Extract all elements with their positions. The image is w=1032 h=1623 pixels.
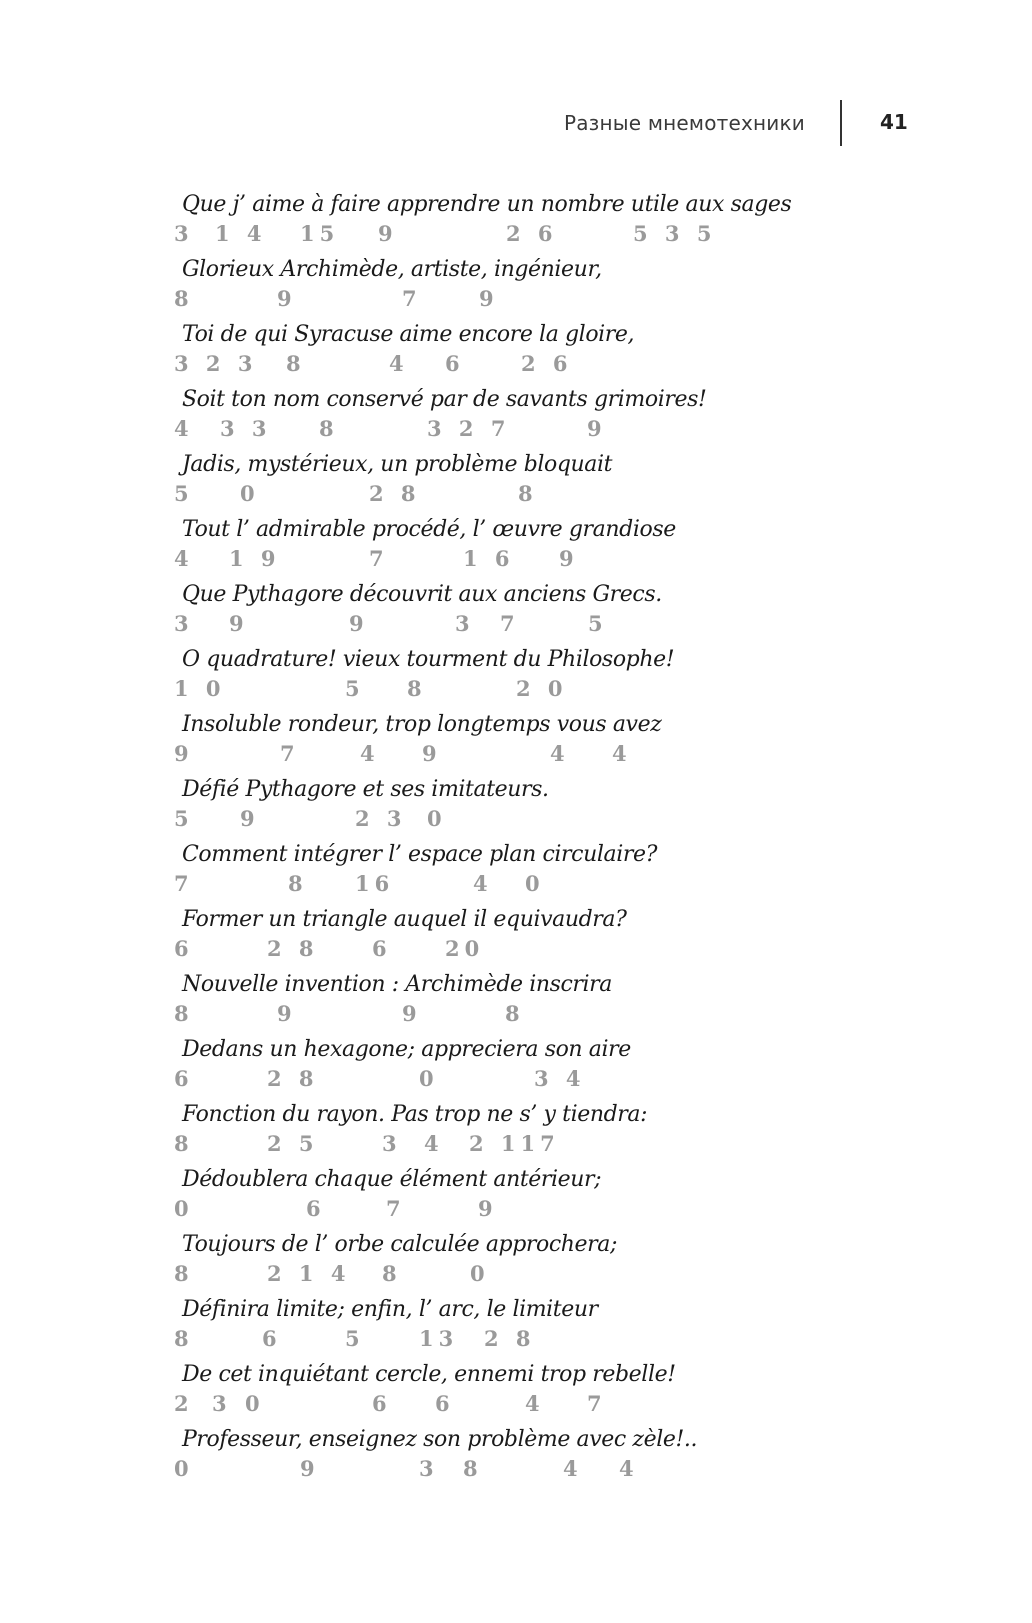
digit-group: 4 [424,1131,444,1156]
digit-group: 4 [619,1456,639,1481]
digit-group: 6 [306,1196,326,1221]
digit-group: 2 117 [469,1131,560,1156]
digit-group: 4 [473,871,493,896]
digit-group: 9 [277,286,297,311]
poem-line: Dédoublera chaque élément antérieur; [182,1167,602,1192]
digit-group: 9 [559,546,579,571]
poem-line: Toujours de l’ orbe calculée approchera; [182,1232,618,1257]
digit-group: 9 [300,1456,320,1481]
digit-row [174,285,902,320]
poem-line: Tout l’ admirable procédé, l’ œuvre grandiose [182,517,676,542]
digit-group: 2 8 [267,936,319,961]
digit-group: 6 [445,351,465,376]
digit-row [174,935,902,970]
running-header-title: Разные мнемотехники [563,111,805,135]
digit-group: 7 [280,741,300,766]
digit-group: 0 [245,1391,265,1416]
digit-group: 2 8 [369,481,421,506]
digit-group: 8 [174,286,194,311]
digit-row [174,1130,902,1165]
digit-row [174,1390,902,1425]
digit-group: 2 6 [506,221,558,246]
digit-group: 9 [402,1001,422,1026]
digit-group: 0 [174,1456,194,1481]
digit-row [174,415,902,450]
digit-group: 0 [525,871,545,896]
digit-group: 4 [174,416,194,441]
digit-group: 8 [407,676,427,701]
digit-group: 7 [402,286,422,311]
digit-group: 20 [445,936,485,961]
digit-group: 2 1 4 [267,1261,351,1286]
digit-group: 9 [229,611,249,636]
digit-group: 6 [435,1391,455,1416]
digit-group: 9 [587,416,607,441]
digit-group: 1 9 [229,546,281,571]
digit-group: 8 [174,1326,194,1351]
digit-group: 8 [382,1261,402,1286]
digit-row [174,545,902,580]
digit-group: 3 2 3 [174,351,258,376]
digit-group: 6 [174,936,194,961]
digit-group: 9 [349,611,369,636]
digit-group: 3 [419,1456,439,1481]
digit-group: 8 [463,1456,483,1481]
poem-line: Toi de qui Syracuse aime encore la gloire, [182,322,635,347]
digit-group: 8 [288,871,308,896]
poem-line: Dedans un hexagone; appreciera son aire [182,1037,631,1062]
digit-group: 1 0 [174,676,226,701]
digit-group: 0 [419,1066,439,1091]
digit-row [174,1260,902,1295]
poem-line: Que j’ aime à faire apprendre un nombre utile aux sages [182,192,792,217]
digit-row [174,610,902,645]
poem-line: Professeur, enseignez son problème avec zèle!.. [182,1427,698,1452]
poem-line: Que Pythagore découvrit aux anciens Grecs. [182,582,662,607]
digit-group: 5 [174,806,194,831]
poem-line: Insoluble rondeur, trop longtemps vous avez [182,712,662,737]
digit-row [174,1000,902,1035]
digit-row [174,1325,902,1360]
poem-line: Soit ton nom conservé par de savants grimoires! [182,387,707,412]
digit-group: 8 [319,416,339,441]
digit-group: 7 [587,1391,607,1416]
poem-line: Nouvelle invention : Archimède inscrira [182,972,613,997]
digit-group: 7 [386,1196,406,1221]
digit-row [174,1455,902,1490]
digit-group: 8 [174,1001,194,1026]
digit-group: 3 3 [220,416,272,441]
digit-row [174,1065,902,1100]
digit-group: 3 [212,1391,232,1416]
digit-group: 8 [174,1261,194,1286]
digit-group: 2 6 [521,351,573,376]
page-number: 41 [880,110,908,134]
digit-group: 5 [174,481,194,506]
pi-mnemonic-poem [174,190,902,1490]
digit-group: 2 0 [516,676,568,701]
digit-group: 6 [262,1326,282,1351]
digit-group: 3 [174,611,194,636]
digit-row [174,1195,902,1230]
digit-group: 0 [470,1261,490,1286]
digit-group: 9 [174,741,194,766]
digit-group: 7 [500,611,520,636]
digit-group: 9 [240,806,260,831]
digit-group: 2 [174,1391,194,1416]
poem-line: Défié Pythagore et ses imitateurs. [182,777,549,802]
digit-group: 5 3 5 [633,221,717,246]
digit-group: 0 [174,1196,194,1221]
digit-group: 4 [612,741,632,766]
digit-group: 6 [372,1391,392,1416]
digit-group: 8 [518,481,538,506]
digit-group: 4 [525,1391,545,1416]
digit-row [174,480,902,515]
digit-row [174,870,902,905]
digit-row [174,220,902,255]
digit-group: 8 [286,351,306,376]
digit-group: 3 4 [534,1066,586,1091]
digit-group: 0 [240,481,260,506]
poem-line: Jadis, mystérieux, un problème bloquait [182,452,613,477]
digit-group: 7 [369,546,389,571]
digit-row [174,350,902,385]
digit-group: 4 [550,741,570,766]
digit-group: 2 8 [484,1326,536,1351]
digit-group: 9 [479,286,499,311]
digit-row [174,740,902,775]
poem-line: Comment intégrer l’ espace plan circulaire? [182,842,657,867]
digit-group: 16 [355,871,395,896]
digit-group: 5 [345,676,365,701]
digit-group: 3 [455,611,475,636]
digit-group: 4 [389,351,409,376]
digit-group: 1 4 [215,221,267,246]
digit-group: 8 [174,1131,194,1156]
digit-group: 3 [174,221,194,246]
digit-group: 3 2 7 [427,416,511,441]
digit-group: 4 [174,546,194,571]
digit-group: 1 6 [463,546,515,571]
digit-group: 5 [588,611,608,636]
digit-group: 2 8 [267,1066,319,1091]
poem-line: Fonction du rayon. Pas trop ne s’ y tiendra: [182,1102,648,1127]
poem-line: O quadrature! vieux tourment du Philosophe! [182,647,675,672]
digit-group: 2 3 [355,806,407,831]
digit-group: 2 5 [267,1131,319,1156]
digit-group: 5 [345,1326,365,1351]
digit-group: 9 [378,221,398,246]
digit-group: 4 [563,1456,583,1481]
digit-group: 6 [174,1066,194,1091]
digit-group: 9 [422,741,442,766]
poem-line: De cet inquiétant cercle, ennemi trop rebelle! [182,1362,676,1387]
digit-group: 15 [300,221,340,246]
poem-line: Définira limite; enfin, l’ arc, le limiteur [182,1297,598,1322]
digit-group: 3 [382,1131,402,1156]
digit-group: 0 [427,806,447,831]
digit-group: 9 [478,1196,498,1221]
digit-group: 7 [174,871,194,896]
digit-group: 6 [372,936,392,961]
digit-group: 4 [360,741,380,766]
digit-group: 13 [419,1326,459,1351]
digit-group: 9 [277,1001,297,1026]
poem-line: Former un triangle auquel il equivaudra? [182,907,627,932]
poem-line: Glorieux Archimède, artiste, ingénieur, [182,257,602,282]
header-divider [840,100,842,146]
digit-row [174,675,902,710]
digit-row [174,805,902,840]
digit-group: 8 [505,1001,525,1026]
